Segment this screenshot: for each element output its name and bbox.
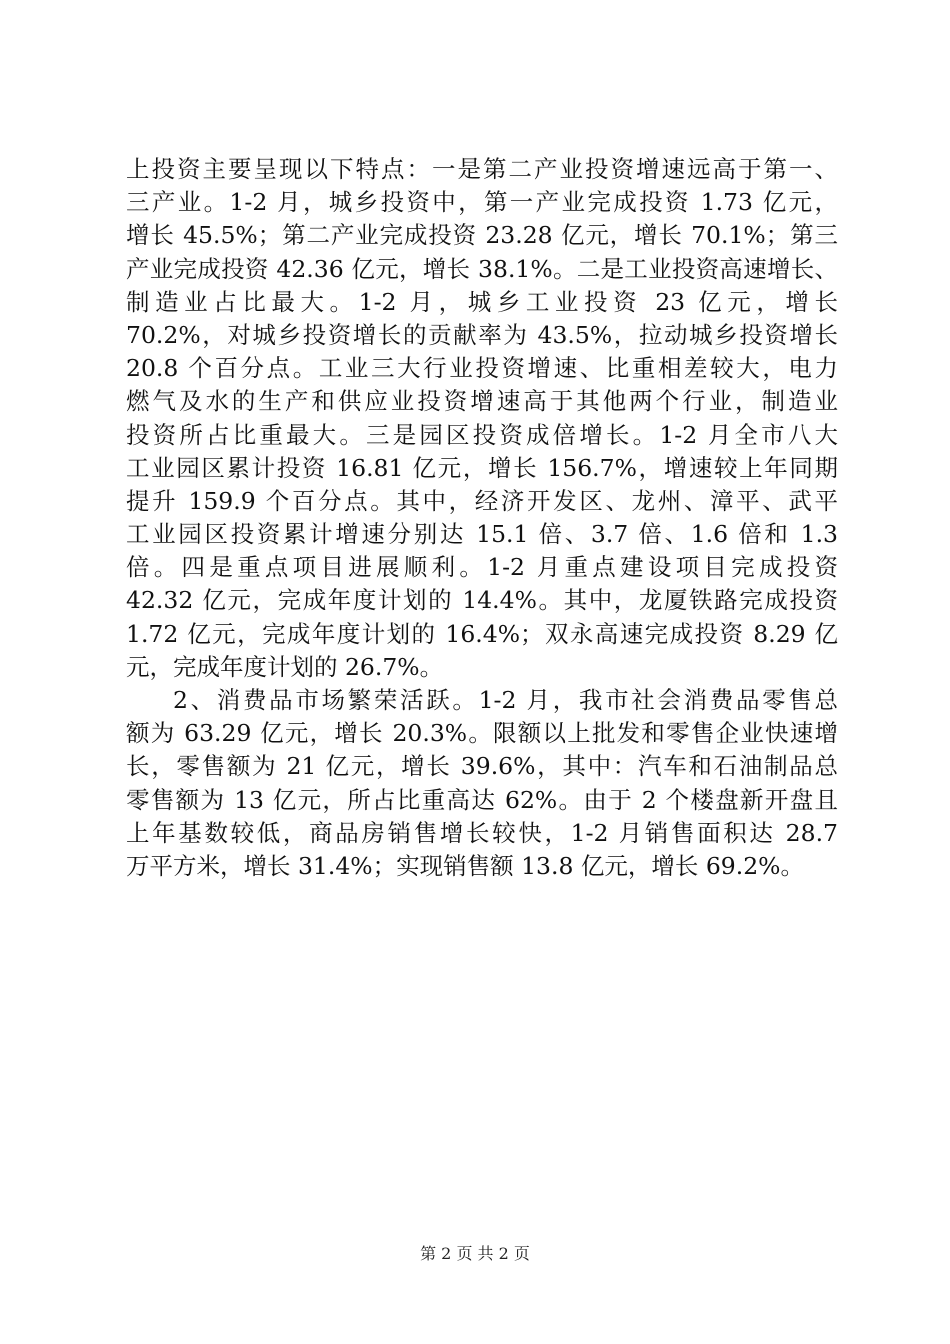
text-line: 万平方米，增长 31.4%；实现销售额 13.8 亿元，增长 69.2%。 [126, 851, 805, 880]
text-line: 70.2%，对城乡投资增长的贡献率为 43.5%，拉动城乡投资增长 [126, 320, 838, 349]
text-line: 燃气及水的生产和供应业投资增速高于其他两个行业，制造业 [126, 387, 838, 416]
text-line: 长，零售额为 21 亿元，增长 39.6%，其中：汽车和石油制品总 [126, 752, 838, 781]
text-line: 上年基数较低，商品房销售增长较快，1-2 月销售面积达 28.7 [126, 818, 838, 847]
text-line: 工业园区累计投资 16.81 亿元，增长 156.7%，增速较上年同期 [126, 453, 838, 482]
text-line: 产业完成投资 42.36 亿元，增长 38.1%。二是工业投资高速增长、 [126, 254, 838, 283]
text-line: 额为 63.29 亿元，增长 20.3%。限额以上批发和零售企业快速增 [126, 719, 838, 748]
paragraph-investment-features [126, 153, 838, 684]
text-line: 元，完成年度计划的 26.7%。 [126, 652, 444, 681]
body-text [126, 153, 838, 883]
text-line: 1.72 亿元，完成年度计划的 16.4%；双永高速完成投资 8.29 亿 [126, 619, 838, 648]
text-line: 零售额为 13 亿元，所占比重高达 62%。由于 2 个楼盘新开盘且 [126, 785, 838, 814]
page-footer: 第 2 页 共 2 页 [420, 1244, 530, 1263]
text-line: 42.32 亿元，完成年度计划的 14.4%。其中，龙厦铁路完成投资 [126, 586, 838, 615]
text-line: 2、消费品市场繁荣活跃。1-2 月，我市社会消费品零售总 [173, 686, 838, 714]
text-line: 工业园区投资累计增速分别达 15.1 倍、3.7 倍、1.6 倍和 1.3 [126, 520, 838, 549]
text-line: 倍。四是重点项目进展顺利。1-2 月重点建设项目完成投资 [126, 553, 838, 582]
text-line: 提升 159.9 个百分点。其中，经济开发区、龙州、漳平、武平 [126, 486, 838, 515]
text-line: 三产业。1-2 月，城乡投资中，第一产业完成投资 1.73 亿元， [126, 188, 838, 217]
text-line: 投资所占比重最大。三是园区投资成倍增长。1-2 月全市八大 [126, 420, 838, 449]
text-line: 上投资主要呈现以下特点：一是第二产业投资增速远高于第一、 [126, 155, 838, 183]
text-line: 制造业占比最大。1-2 月，城乡工业投资 23 亿元，增长 [126, 287, 838, 316]
paragraph-consumer-market [126, 684, 838, 883]
text-line: 20.8 个百分点。工业三大行业投资增速、比重相差较大，电力 [126, 354, 838, 383]
text-line: 增长 45.5%；第二产业完成投资 23.28 亿元，增长 70.1%；第三 [126, 221, 838, 250]
